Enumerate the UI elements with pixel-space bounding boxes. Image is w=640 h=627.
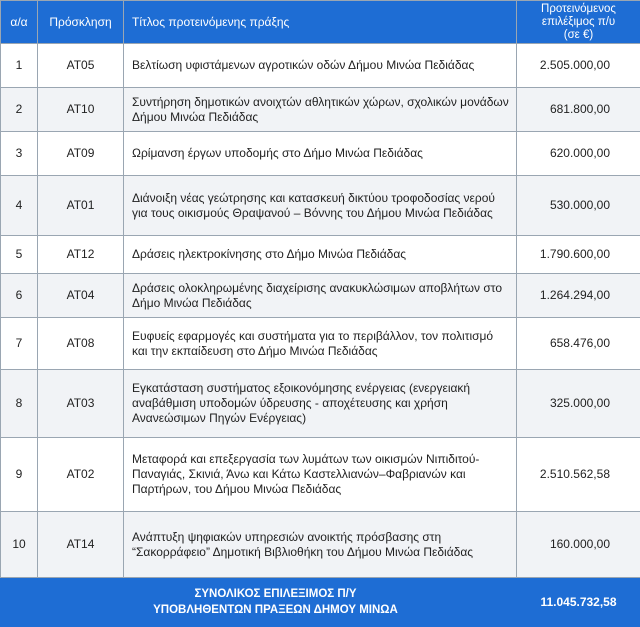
row-title: Ωρίμανση έργων υποδομής στο Δήμο Μινώα Πεδιάδας <box>124 132 517 176</box>
table-row <box>1 438 640 512</box>
row-amount: 530.000,00 <box>517 176 640 236</box>
row-num: 5 <box>1 236 38 274</box>
table-row <box>1 370 640 438</box>
row-amount: 620.000,00 <box>517 132 640 176</box>
row-num: 6 <box>1 274 38 318</box>
row-num: 1 <box>1 44 38 88</box>
table-row <box>1 44 640 88</box>
table-row <box>1 88 640 132</box>
total-label <box>1 578 517 627</box>
row-num: 2 <box>1 88 38 132</box>
row-title: Συντήρηση δημοτικών ανοιχτών αθλητικών χώρων, σχολικών μονάδων Δήμου Μινώα Πεδιάδας <box>124 88 517 132</box>
header-amount-line3: (σε €) <box>521 29 636 42</box>
row-title: Εγκατάσταση συστήματος εξοικονόμησης ενέργειας (ενεργειακή αναβάθμιση υποδομών ύδρευσης - αποχέτευσης και χρήση Ανανεώσιμων Πηγών Ενέργειας) <box>124 370 517 438</box>
row-code: ΑΤ05 <box>38 44 124 88</box>
row-code: ΑΤ08 <box>38 318 124 370</box>
header-amount <box>517 1 640 44</box>
table-header <box>1 1 640 44</box>
table-row <box>1 132 640 176</box>
row-num: 9 <box>1 438 38 512</box>
row-code: ΑΤ03 <box>38 370 124 438</box>
header-num: α/α <box>1 1 38 44</box>
row-num: 4 <box>1 176 38 236</box>
row-code: ΑΤ09 <box>38 132 124 176</box>
table-footer <box>1 578 640 627</box>
row-amount: 1.264.294,00 <box>517 274 640 318</box>
row-code: ΑΤ12 <box>38 236 124 274</box>
header-amount-line1: Προτεινόμενος <box>521 3 636 16</box>
table-body <box>1 44 640 578</box>
header-title: Τίτλος προτεινόμενης πράξης <box>124 1 517 44</box>
row-title: Δράσεις ηλεκτροκίνησης στο Δήμο Μινώα Πεδιάδας <box>124 236 517 274</box>
row-title: Βελτίωση υφιστάμενων αγροτικών οδών Δήμου Μινώα Πεδιάδας <box>124 44 517 88</box>
table-row <box>1 236 640 274</box>
row-amount: 160.000,00 <box>517 512 640 578</box>
row-title: Διάνοιξη νέας γεώτρησης και κατασκευή δικτύου τροφοδοσίας νερού για τους οικισμούς Θραψανού – Βόννης του Δήμου Μινώα Πεδιάδας <box>124 176 517 236</box>
row-title: Μεταφορά και επεξεργασία των λυμάτων των οικισμών Νιπιδιτού-Παναγιάς, Σκινιά, Άνω και Κάτω Καστελλιανών–Φαβριανών και Παρτήρων, του Δήμου Μινώα Πεδιάδας <box>124 438 517 512</box>
row-amount: 658.476,00 <box>517 318 640 370</box>
row-amount: 2.510.562,58 <box>517 438 640 512</box>
row-num: 10 <box>1 512 38 578</box>
row-num: 3 <box>1 132 38 176</box>
row-title: Δράσεις ολοκληρωμένης διαχείρισης ανακυκλώσιμων αποβλήτων στο Δήμο Μινώα Πεδιάδας <box>124 274 517 318</box>
row-title: Ανάπτυξη ψηφιακών υπηρεσιών ανοικτής πρόσβασης στη “Σακορράφειο” Δημοτική Βιβλιοθήκη του Δήμου Μινώα Πεδιάδας <box>124 512 517 578</box>
row-code: ΑΤ02 <box>38 438 124 512</box>
row-code: ΑΤ01 <box>38 176 124 236</box>
table-row <box>1 512 640 578</box>
row-amount: 681.800,00 <box>517 88 640 132</box>
total-label-line2: ΥΠΟΒΛΗΘΕΝΤΩΝ ΠΡΑΞΕΩΝ ΔΗΜΟΥ ΜΙΝΩΑ <box>41 602 510 618</box>
header-call: Πρόσκληση <box>38 1 124 44</box>
row-title: Ευφυείς εφαρμογές και συστήματα για το περιβάλλον, τον πολιτισμό και την εκπαίδευση στο Δήμο Μινώα Πεδιάδας <box>124 318 517 370</box>
table-row <box>1 274 640 318</box>
header-amount-line2: επιλέξιμος π/υ <box>521 16 636 29</box>
row-amount: 1.790.600,00 <box>517 236 640 274</box>
row-num: 7 <box>1 318 38 370</box>
row-code: ΑΤ14 <box>38 512 124 578</box>
row-num: 8 <box>1 370 38 438</box>
row-amount: 2.505.000,00 <box>517 44 640 88</box>
row-amount: 325.000,00 <box>517 370 640 438</box>
total-amount: 11.045.732,58 <box>517 578 640 627</box>
table-row <box>1 318 640 370</box>
row-code: ΑΤ04 <box>38 274 124 318</box>
table-row <box>1 176 640 236</box>
total-label-line1: ΣΥΝΟΛΙΚΟΣ ΕΠΙΛΕΞΙΜΟΣ Π/Υ <box>41 586 510 602</box>
row-code: ΑΤ10 <box>38 88 124 132</box>
